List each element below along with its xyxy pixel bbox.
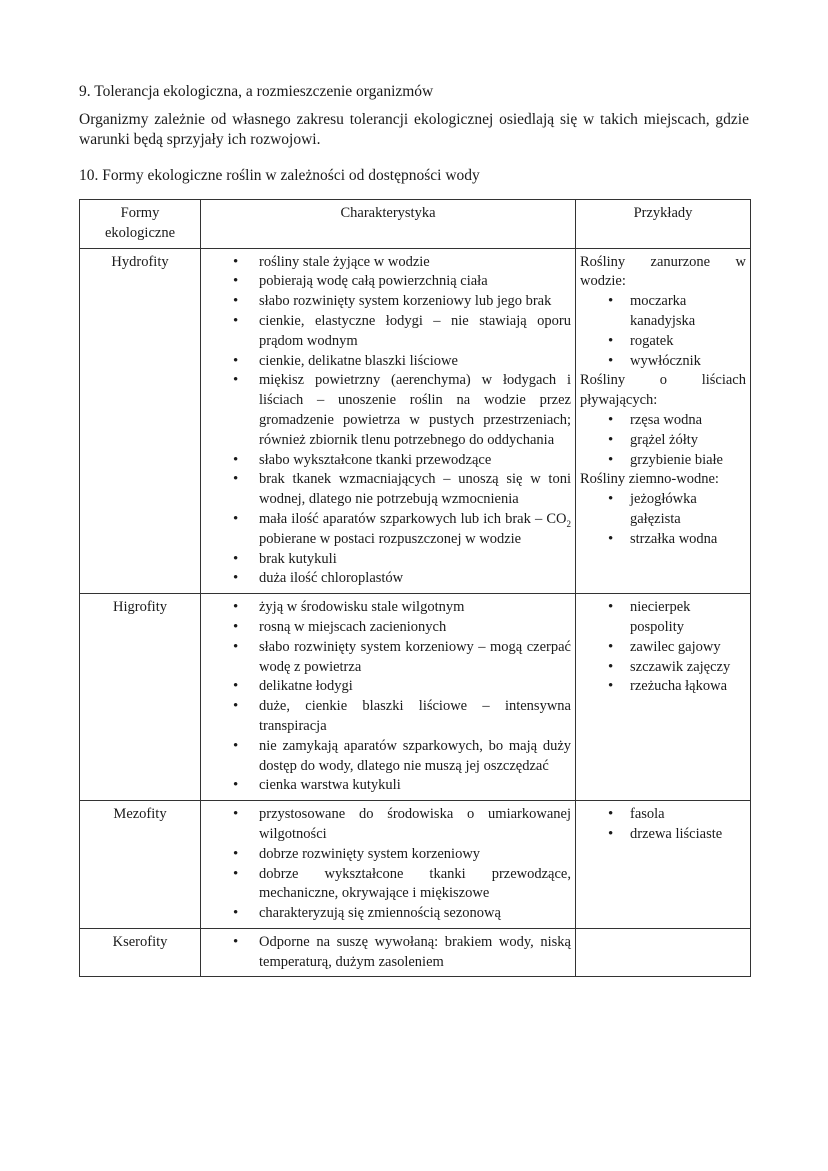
feature-item: • słabo wykształcone tkanki przewodzące (205, 451, 571, 471)
form-name: Higrofity (80, 594, 201, 801)
examples-cell (576, 248, 751, 594)
section-9-heading: 9. Tolerancja ekologiczna, a rozmieszczenie organizmów (79, 83, 434, 100)
feature-item: • pobierają wodę całą powierzchnią ciała (205, 272, 571, 292)
feature-item: • rosną w miejscach zacienionych (205, 618, 571, 638)
example-item: • szczawik zajęczy (580, 658, 746, 678)
co2-suffix: pobierane w postaci rozpuszczonej w wodzie (259, 530, 522, 547)
feature-item: • słabo rozwinięty system korzeniowy – mogą czerpać wodę z powietrza (205, 638, 571, 678)
example-item: • moczarka kanadyjska (580, 292, 746, 332)
example-item: • rzęsa wodna (580, 411, 746, 431)
characteristics-cell (201, 801, 576, 929)
feature-item: • nie zamykają aparatów szparkowych, bo mają duży dostęp do wody, dlatego nie muszą jej oszczędzać (205, 737, 571, 777)
feature-item: • delikatne łodygi (205, 677, 571, 697)
example-group-label: Rośliny o liściach pływających: (580, 372, 746, 409)
feature-item: • brak tkanek wzmacniających – unoszą się w toni wodnej, dlatego nie potrzebują wzmocnienia (205, 470, 571, 510)
feature-item: • przystosowane do środowiska o umiarkowanej wilgotności (205, 805, 571, 845)
feature-text: mała ilość aparatów szparkowych lub ich brak (259, 510, 531, 527)
example-item: • strzałka wodna (580, 530, 746, 550)
example-item: • fasola (580, 805, 746, 825)
feature-item: • cienkie, delikatne blaszki liściowe (205, 352, 571, 372)
co2-prefix: – CO (534, 510, 567, 527)
example-item: • rzeżucha łąkowa (580, 677, 746, 697)
characteristics-cell (201, 594, 576, 801)
examples-cell (576, 928, 751, 977)
table-row-kserofity (80, 928, 751, 977)
example-item: • rogatek (580, 332, 746, 352)
characteristics-cell (201, 248, 576, 594)
co2-subscript: 2 (566, 518, 571, 529)
feature-item: • rośliny stale żyjące w wodzie (205, 253, 571, 273)
section-9-text: Organizmy zależnie od własnego zakresu tolerancji ekologicznej osiedlają się w takich miejscach, gdzie warunki będą sprzyjały ich rozwojowi. (79, 111, 749, 148)
feature-item: • Odporne na suszę wywołaną: brakiem wody, niską temperaturą, dużym zasoleniem (205, 933, 571, 973)
feature-item: • duże, cienkie blaszki liściowe – intensywna transpiracja (205, 697, 571, 737)
example-group-label: Rośliny zanurzone w wodzie: (580, 253, 746, 290)
ecological-forms-table (79, 199, 751, 977)
table-row-higrofity (80, 594, 751, 801)
form-name: Hydrofity (80, 248, 201, 594)
feature-item: • charakteryzują się zmiennością sezonową (205, 904, 571, 924)
header-forms: Formy ekologiczne (80, 200, 201, 249)
table-row-hydrofity (80, 248, 751, 594)
section-10-heading: 10. Formy ekologiczne roślin w zależności od dostępności wody (79, 167, 480, 184)
table-row-mezofity (80, 801, 751, 929)
page-content (79, 82, 749, 186)
feature-item: • cienka warstwa kutykuli (205, 776, 571, 796)
example-item: • jeżogłówka gałęzista (580, 490, 746, 530)
header-examples: Przykłady (576, 200, 751, 249)
example-item: • drzewa liściaste (580, 825, 746, 845)
form-name: Mezofity (80, 801, 201, 929)
feature-item: • brak kutykuli (205, 550, 571, 570)
example-item: • zawilec gajowy (580, 638, 746, 658)
examples-cell (576, 594, 751, 801)
characteristics-cell (201, 928, 576, 977)
examples-cell (576, 801, 751, 929)
form-name: Kserofity (80, 928, 201, 977)
feature-item: • miękisz powietrzny (aerenchyma) w łodygach i liściach – unoszenie roślin na wodzie przez gromadzenie powietrza w pustych przestrzeniach; również zbiornik tlenu potrzebnego do oddychania (205, 371, 571, 450)
feature-item: • dobrze rozwinięty system korzeniowy (205, 845, 571, 865)
feature-item: • żyją w środowisku stale wilgotnym (205, 598, 571, 618)
example-item: • grążel żółty (580, 431, 746, 451)
feature-item: • słabo rozwinięty system korzeniowy lub jego brak (205, 292, 571, 312)
example-group-label: Rośliny ziemno-wodne: (580, 471, 719, 488)
feature-item: • dobrze wykształcone tkanki przewodzące, mechaniczne, okrywające i miękiszowe (205, 865, 571, 905)
feature-item: • duża ilość chloroplastów (205, 569, 571, 589)
table-header-row (80, 200, 751, 249)
header-characteristics: Charakterystyka (201, 200, 576, 249)
example-item: • grzybienie białe (580, 451, 746, 471)
feature-item: • cienkie, elastyczne łodygi – nie stawiają oporu prądom wodnym (205, 312, 571, 352)
example-item: • wywłócznik (580, 352, 746, 372)
example-item: • niecierpek pospolity (580, 598, 746, 638)
feature-item-co2 (205, 510, 571, 550)
